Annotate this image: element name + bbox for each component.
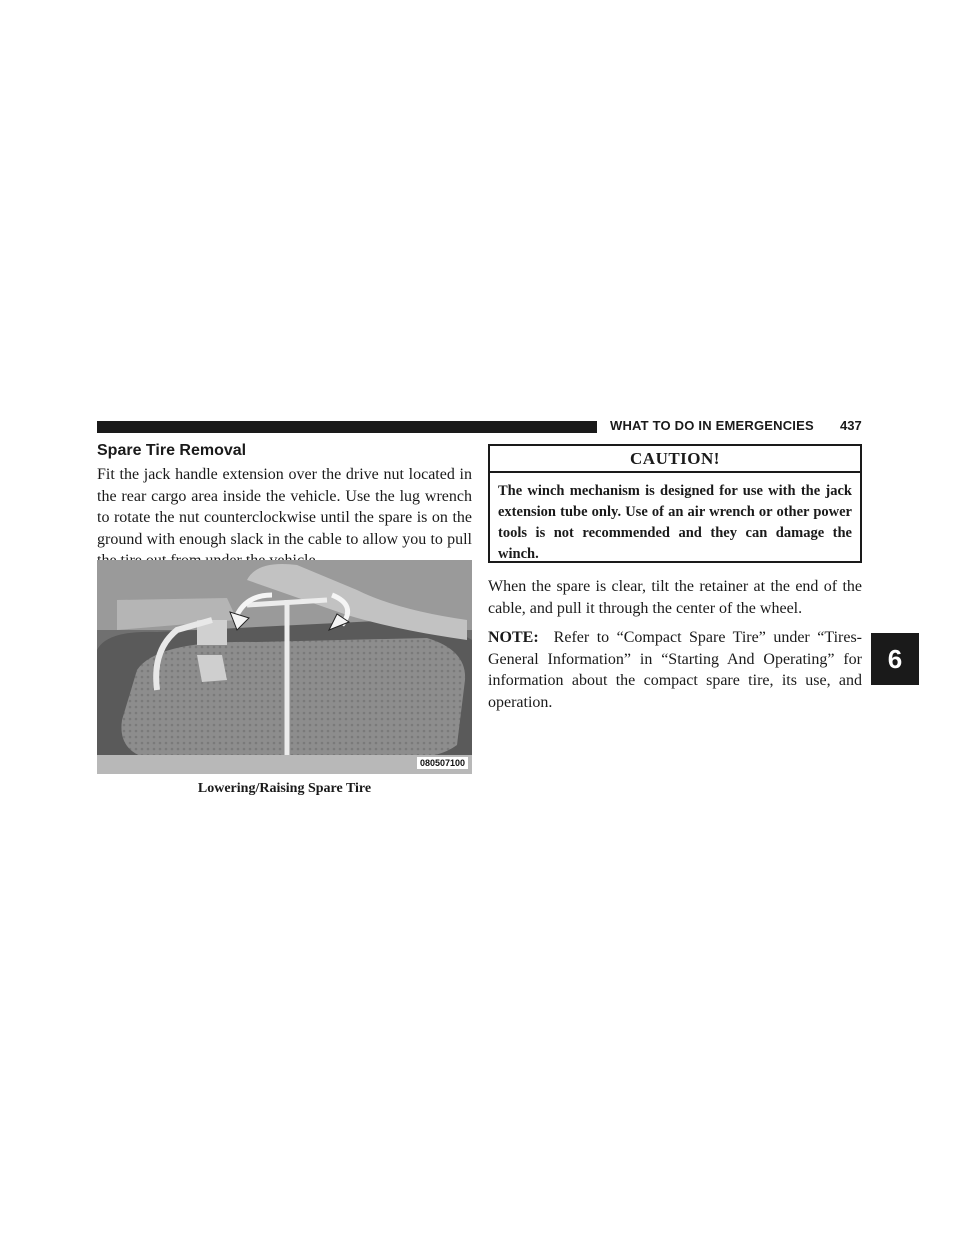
- figure-code: 080507100: [417, 757, 468, 769]
- note-paragraph: [488, 627, 862, 713]
- figure-caption: Lowering/Raising Spare Tire: [197, 781, 372, 796]
- clear-spare-paragraph: When the spare is clear, tilt the retainer at the end of the cable, and pull it through the center of the wheel.: [488, 578, 862, 617]
- spare-tire-figure: [97, 560, 472, 774]
- caution-box: [488, 444, 862, 563]
- right-column: [488, 576, 862, 721]
- header-rule: [97, 421, 597, 433]
- section-header: WHAT TO DO IN EMERGENCIES: [610, 418, 814, 433]
- section-title: Spare Tire Removal: [97, 442, 247, 459]
- left-column: [97, 442, 472, 572]
- caution-text: The winch mechanism is designed for use with the jack extension tube only. Use of an air wrench or other power tools is not recommended and they can damage the winch.: [498, 483, 852, 562]
- caution-title: CAUTION!: [490, 446, 860, 473]
- chapter-tab: 6: [871, 633, 919, 685]
- note-text: Refer to “Compact Spare Tire” under “Tires-General Information” in “Starting And Operating” for information about the compact spare tire, its use, and operation.: [488, 629, 863, 711]
- note-label: NOTE:: [488, 629, 539, 646]
- page-number: 437: [840, 418, 862, 433]
- cargo-area-illustration: [97, 560, 472, 774]
- removal-paragraph: Fit the jack handle extension over the drive nut located in the rear cargo area inside the vehicle. Use the lug wrench to rotate the nut counterclockwise until the spare is on the ground with enough slack in the cable to allow you to pull: [97, 466, 472, 548]
